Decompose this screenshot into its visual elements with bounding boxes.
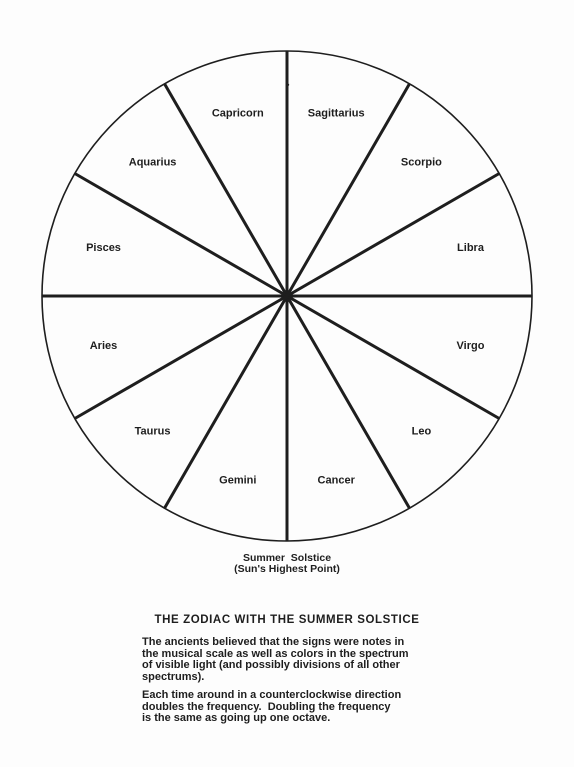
sign-label-capricorn: Capricorn — [211, 107, 264, 120]
caption-paragraph-2-line: is the same as going up one octave. — [142, 712, 331, 724]
caption-paragraph-2 — [142, 690, 462, 725]
caption-paragraph-1-line: of visible light (and possibly divisions of all other — [142, 659, 400, 671]
caption-paragraph-1 — [142, 637, 462, 683]
sign-label-aquarius: Aquarius — [128, 156, 177, 169]
sign-label-taurus: Taurus — [134, 425, 171, 438]
sign-label-leo: Leo — [411, 425, 432, 438]
caption-paragraph-2-line: Each time around in a counterclockwise direction — [142, 689, 402, 701]
solstice-label-line2: (Sun's Highest Point) — [234, 563, 340, 575]
caption-paragraph-1-line: spectrums). — [142, 670, 205, 683]
caption-paragraph-2-line: doubles the frequency. Doubling the frequency — [142, 700, 391, 713]
caption-paragraph-1-line: The ancients believed that the signs were notes in — [142, 636, 405, 648]
zodiac-spokes — [42, 51, 532, 541]
sign-label-sagittarius: Sagittarius — [307, 107, 365, 120]
solstice-marker: • — [286, 80, 290, 90]
sign-label-scorpio: Scorpio — [400, 156, 442, 169]
sign-label-aries: Aries — [89, 340, 118, 353]
solstice-label-line1: Summer Solstice — [242, 552, 332, 564]
sign-label-pisces: Pisces — [86, 241, 121, 254]
caption-paragraph-1-line: the musical scale as well as colors in the spectrum — [142, 647, 409, 660]
sign-label-gemini: Gemini — [219, 474, 257, 487]
sign-label-libra: Libra — [457, 241, 484, 254]
sign-label-virgo: Virgo — [456, 340, 485, 353]
caption-title: THE ZODIAC WITH THE SUMMER SOLSTICE — [154, 614, 420, 626]
sign-label-cancer: Cancer — [317, 474, 355, 487]
